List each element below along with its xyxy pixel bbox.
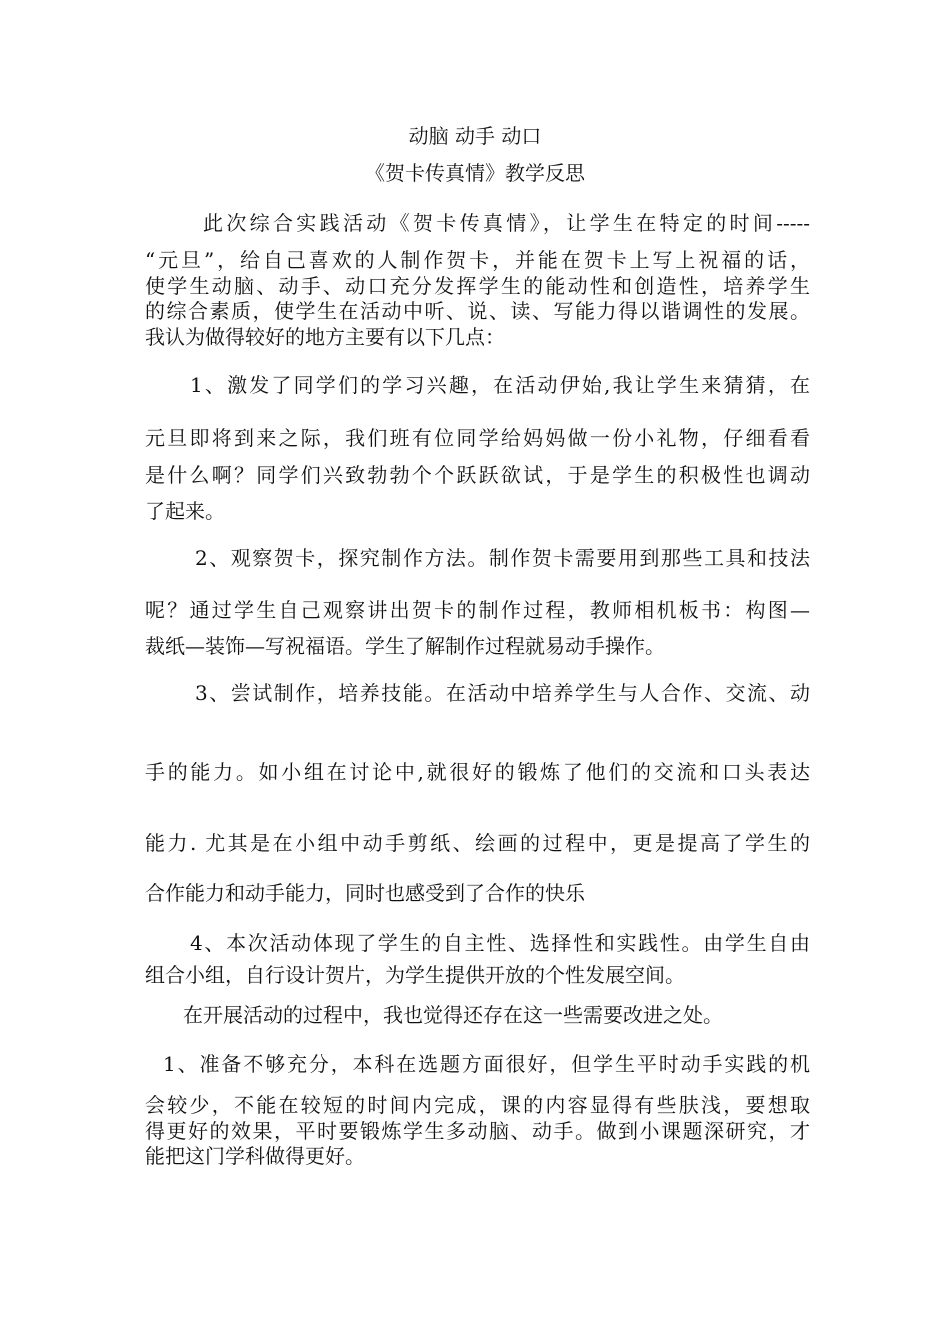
- text-line: 组合小组，自行设计贺片，为学生提供开放的个性发展空间。: [145, 963, 685, 987]
- text-line: 4、本次活动体现了学生的自主性、选择性和实践性。由学生自由: [190, 931, 810, 955]
- text-line: 手的能力。如小组在讨论中,就很好的锻炼了他们的交流和口头表达: [145, 760, 810, 784]
- text-line: 的综合素质，使学生在活动中听、说、读、写能力得以谐调性的发展。: [145, 299, 810, 323]
- text-line: 3、尝试制作，培养技能。在活动中培养学生与人合作、交流、动: [195, 681, 810, 705]
- text-line: 合作能力和动手能力，同时也感受到了合作的快乐: [145, 881, 585, 905]
- text-line: 此次综合实践活动《贺卡传真情》，让学生在特定的时间-----: [203, 211, 810, 235]
- text-line: 能力. 尤其是在小组中动手剪纸、绘画的过程中，更是提高了学生的: [145, 831, 810, 855]
- improvement-intro: 在开展活动的过程中，我也觉得还存在这一些需要改进之处。: [183, 1003, 723, 1027]
- text-line: 会较少，不能在较短的时间内完成，课的内容显得有些肤浅，要想取: [145, 1093, 810, 1117]
- text-line: 了起来。: [145, 499, 225, 523]
- text-line: 使学生动脑、动手、动口充分发挥学生的能动性和创造性，培养学生: [145, 274, 810, 298]
- text-line: 是什么啊？同学们兴致勃勃个个跃跃欲试，于是学生的积极性也调动: [145, 463, 810, 487]
- text-line: 元旦即将到来之际，我们班有位同学给妈妈做一份小礼物，仔细看看: [145, 426, 810, 450]
- page-title: 动脑 动手 动口: [408, 124, 542, 148]
- text-line: 我认为做得较好的地方主要有以下几点：: [145, 325, 505, 349]
- text-line: “元旦”，给自己喜欢的人制作贺卡，并能在贺卡上写上祝福的话，: [145, 248, 810, 272]
- text-line: 1、激发了同学们的学习兴趣，在活动伊始,我让学生来猜猜，在: [190, 373, 810, 397]
- text-line: 得更好的效果，平时要锻炼学生多动脑、动手。做到小课题深研究，才: [145, 1119, 810, 1143]
- text-line: 1、准备不够充分，本科在选题方面很好，但学生平时动手实践的机: [163, 1052, 810, 1076]
- text-line: 裁纸—装饰—写祝福语。学生了解制作过程就易动手操作。: [145, 634, 665, 658]
- page-subtitle: 《贺卡传真情》教学反思: [365, 161, 585, 185]
- text-line: 能把这门学科做得更好。: [145, 1144, 365, 1168]
- text-line: 呢？通过学生自己观察讲出贺卡的制作过程，教师相机板书：构图—: [145, 598, 810, 622]
- text-line: 2、观察贺卡，探究制作方法。制作贺卡需要用到那些工具和技法: [195, 546, 810, 570]
